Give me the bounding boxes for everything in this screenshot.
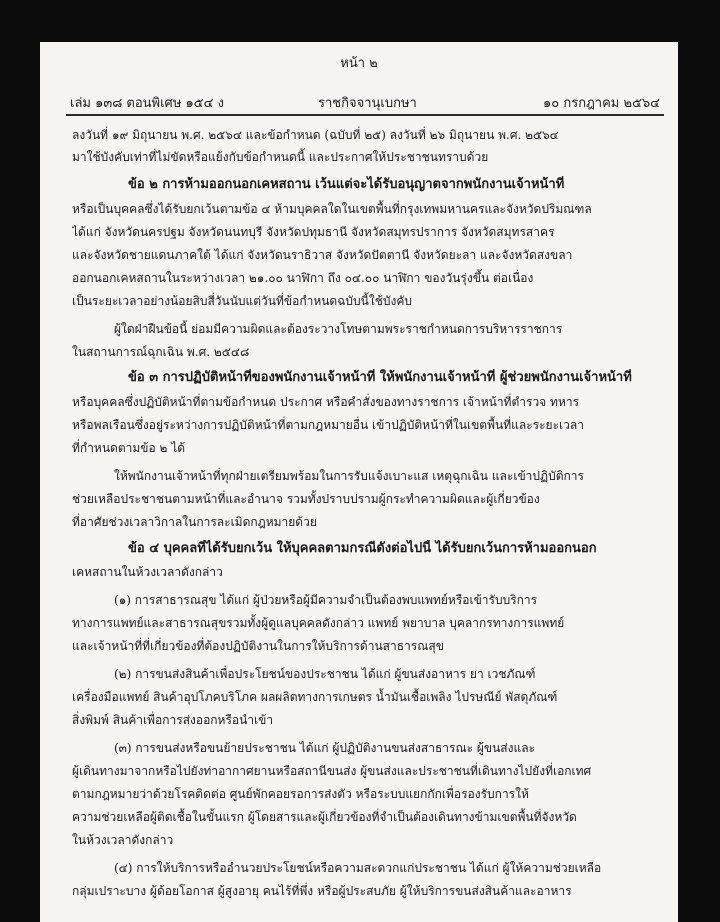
list-item-2: (๒) การขนส่งสินค้าเพื่อประโยชน์ของประชาชน ได้แก่ ผู้ขนส่งอาหาร ยา เวชภัณฑ์ <box>114 667 536 681</box>
text-line: ในห้วงเวลาดังกล่าว <box>72 833 174 847</box>
text-line: หรือเป็นบุคคลซึ่งได้รับยกเว้นตามข้อ ๔ ห้ามบุคคลใดในเขตพื้นที่กรุงเทพมหานครและจังหวัดปริมณฑล <box>72 202 592 216</box>
list-item-1: (๑) การสาธารณสุข ได้แก่ ผู้ป่วยหรือผู้มีความจำเป็นต้องพบแพทย์หรือเข้ารับบริการ <box>114 593 538 607</box>
text-line: เครื่องมือแพทย์ สินค้าอุปโภคบริโภค ผลผลิตทางการเกษตร น้ำมันเชื้อเพลิง ไปรษณีย์ พัสดุภัณฑ์ <box>72 690 558 704</box>
text-line: ในสถานการณ์ฉุกเฉิน พ.ศ. ๒๕๔๘ <box>72 345 250 359</box>
text-line: มาใช้บังคับเท่าที่ไม่ขัดหรือแย้งกับข้อกำหนดนี้ และประกาศให้ประชาชนทราบด้วย <box>72 150 489 164</box>
gazette-page <box>40 42 678 922</box>
text-line: ให้พนักงานเจ้าหน้าที่ทุกฝ่ายเตรียมพร้อมในการรับแจ้งเบาะแส เหตุฉุกเฉิน และเข้าปฏิบัติการ <box>114 469 584 483</box>
text-line: ช่วยเหลือประชาชนตามหน้าที่และอำนาจ รวมทั้งปราบปรามผู้กระทำความผิดและผู้เกี่ยวข้อง <box>72 492 540 506</box>
header-rule <box>66 114 664 116</box>
text-line: และเจ้าหน้าที่ที่เกี่ยวข้องที่ต้องปฏิบัติงานในการให้บริการด้านสาธารณสุข <box>72 639 444 653</box>
text-line: กลุ่มเปราะบาง ผู้ด้อยโอกาส ผู้สูงอายุ คนไร้ที่พึ่ง หรือผู้ประสบภัย ผู้ให้บริการขนส่งสินค้าและอาหาร <box>72 884 572 898</box>
publication-date: ๑๐ กรกฎาคม ๒๕๖๔ <box>543 96 660 111</box>
text-line: หรือบุคคลซึ่งปฏิบัติหน้าที่ตามข้อกำหนด ประกาศ หรือคำสั่งของทางราชการ เจ้าหน้าที่ตำรวจ ทหาร <box>72 395 580 409</box>
text-line: ออกนอกเคหสถานในระหว่างเวลา ๒๑.๐๐ นาฬิกา ถึง ๐๔.๐๐ นาฬิกา ของวันรุ่งขึ้น ต่อเนื่อง <box>72 271 534 285</box>
text-line: และจังหวัดชายแดนภาคใต้ ได้แก่ จังหวัดนราธิวาส จังหวัดปัตตานี จังหวัดยะลา และจังหวัดสงขลา <box>72 248 573 262</box>
text-line: ที่อาศัยช่วงเวลาวิกาลในการละเมิดกฎหมายด้วย <box>72 515 317 529</box>
text-line: ผู้เดินทางมาจากหรือไปยังท่าอากาศยานหรือสถานีขนส่ง ผู้ขนส่งและประชาชนที่เดินทางไปยังที่เอกเทศ <box>72 764 592 778</box>
text-line: ตามกฎหมายว่าด้วยโรคติดต่อ ศูนย์พักคอยรอการส่งตัว หรือระบบแยกกักเพื่อรองรับการให้ <box>72 787 529 801</box>
text-line: เคหสถานในห้วงเวลาดังกล่าว <box>72 565 223 579</box>
clause-4-heading: ข้อ ๔ บุคคลที่ได้รับยกเว้น ให้บุคคลตามกรณีดังต่อไปนี้ ได้รับยกเว้นการห้ามออกนอก <box>128 541 597 556</box>
text-line: สิ่งพิมพ์ สินค้าเพื่อการส่งออกหรือนำเข้า <box>72 713 274 727</box>
volume-issue: เล่ม ๑๓๘ ตอนพิเศษ ๑๕๔ ง <box>70 96 224 111</box>
list-item-3: (๓) การขนส่งหรือขนย้ายประชาชน ได้แก่ ผู้ปฏิบัติงานขนส่งสาธารณะ ผู้ขนส่งและ <box>114 741 536 755</box>
text-line: ที่กำหนดตามข้อ ๒ ได้ <box>72 441 186 455</box>
clause-2-heading: ข้อ ๒ การห้ามออกนอกเคหสถาน เว้นแต่จะได้รับอนุญาตจากพนักงานเจ้าหน้าที่ <box>128 177 565 192</box>
text-line: ความช่วยเหลือผู้ติดเชื้อในขั้นแรก ผู้โดยสารและผู้เกี่ยวข้องที่จำเป็นต้องเดินทางข้ามเขตพื้นที่จังหวัด <box>72 810 577 824</box>
text-line: ทางการแพทย์และสาธารณสุขรวมทั้งผู้ดูแลบุคคลดังกล่าว แพทย์ พยาบาล บุคลากรทางการแพทย์ <box>72 616 565 630</box>
page-number: หน้า ๒ <box>340 56 378 71</box>
list-item-4: (๔) การให้บริการหรืออำนวยประโยชน์หรือความสะดวกแก่ประชาชน ได้แก่ ผู้ให้ความช่วยเหลือ <box>114 861 602 875</box>
text-line: ได้แก่ จังหวัดนครปฐม จังหวัดนนทบุรี จังหวัดปทุมธานี จังหวัดสมุทรปราการ จังหวัดสมุทรสาคร <box>72 225 555 239</box>
publication-name: ราชกิจจานุเบกษา <box>318 96 417 111</box>
text-line: ลงวันที่ ๑๙ มิถุนายน พ.ศ. ๒๕๖๔ และข้อกำหนด (ฉบับที่ ๒๕) ลงวันที่ ๒๖ มิถุนายน พ.ศ. ๒๕๖๔ <box>72 128 559 142</box>
text-line: หรือพลเรือนซึ่งอยู่ระหว่างการปฏิบัติหน้าที่ตามกฎหมายอื่น เข้าปฏิบัติหน้าที่ในเขตพื้นที่และระยะเวลา <box>72 418 584 432</box>
text-line: ผู้ใดฝ่าฝืนข้อนี้ ย่อมมีความผิดและต้องระวางโทษตามพระราชกำหนดการบริหารราชการ <box>114 322 563 336</box>
clause-3-heading: ข้อ ๓ การปฏิบัติหน้าที่ของพนักงานเจ้าหน้าที่ ให้พนักงานเจ้าหน้าที่ ผู้ช่วยพนักงานเจ้าหน้าที่ <box>128 370 632 385</box>
text-line: เป็นระยะเวลาอย่างน้อยสิบสี่วันนับแต่วันที่ข้อกำหนดฉบับนี้ใช้บังคับ <box>72 294 412 308</box>
